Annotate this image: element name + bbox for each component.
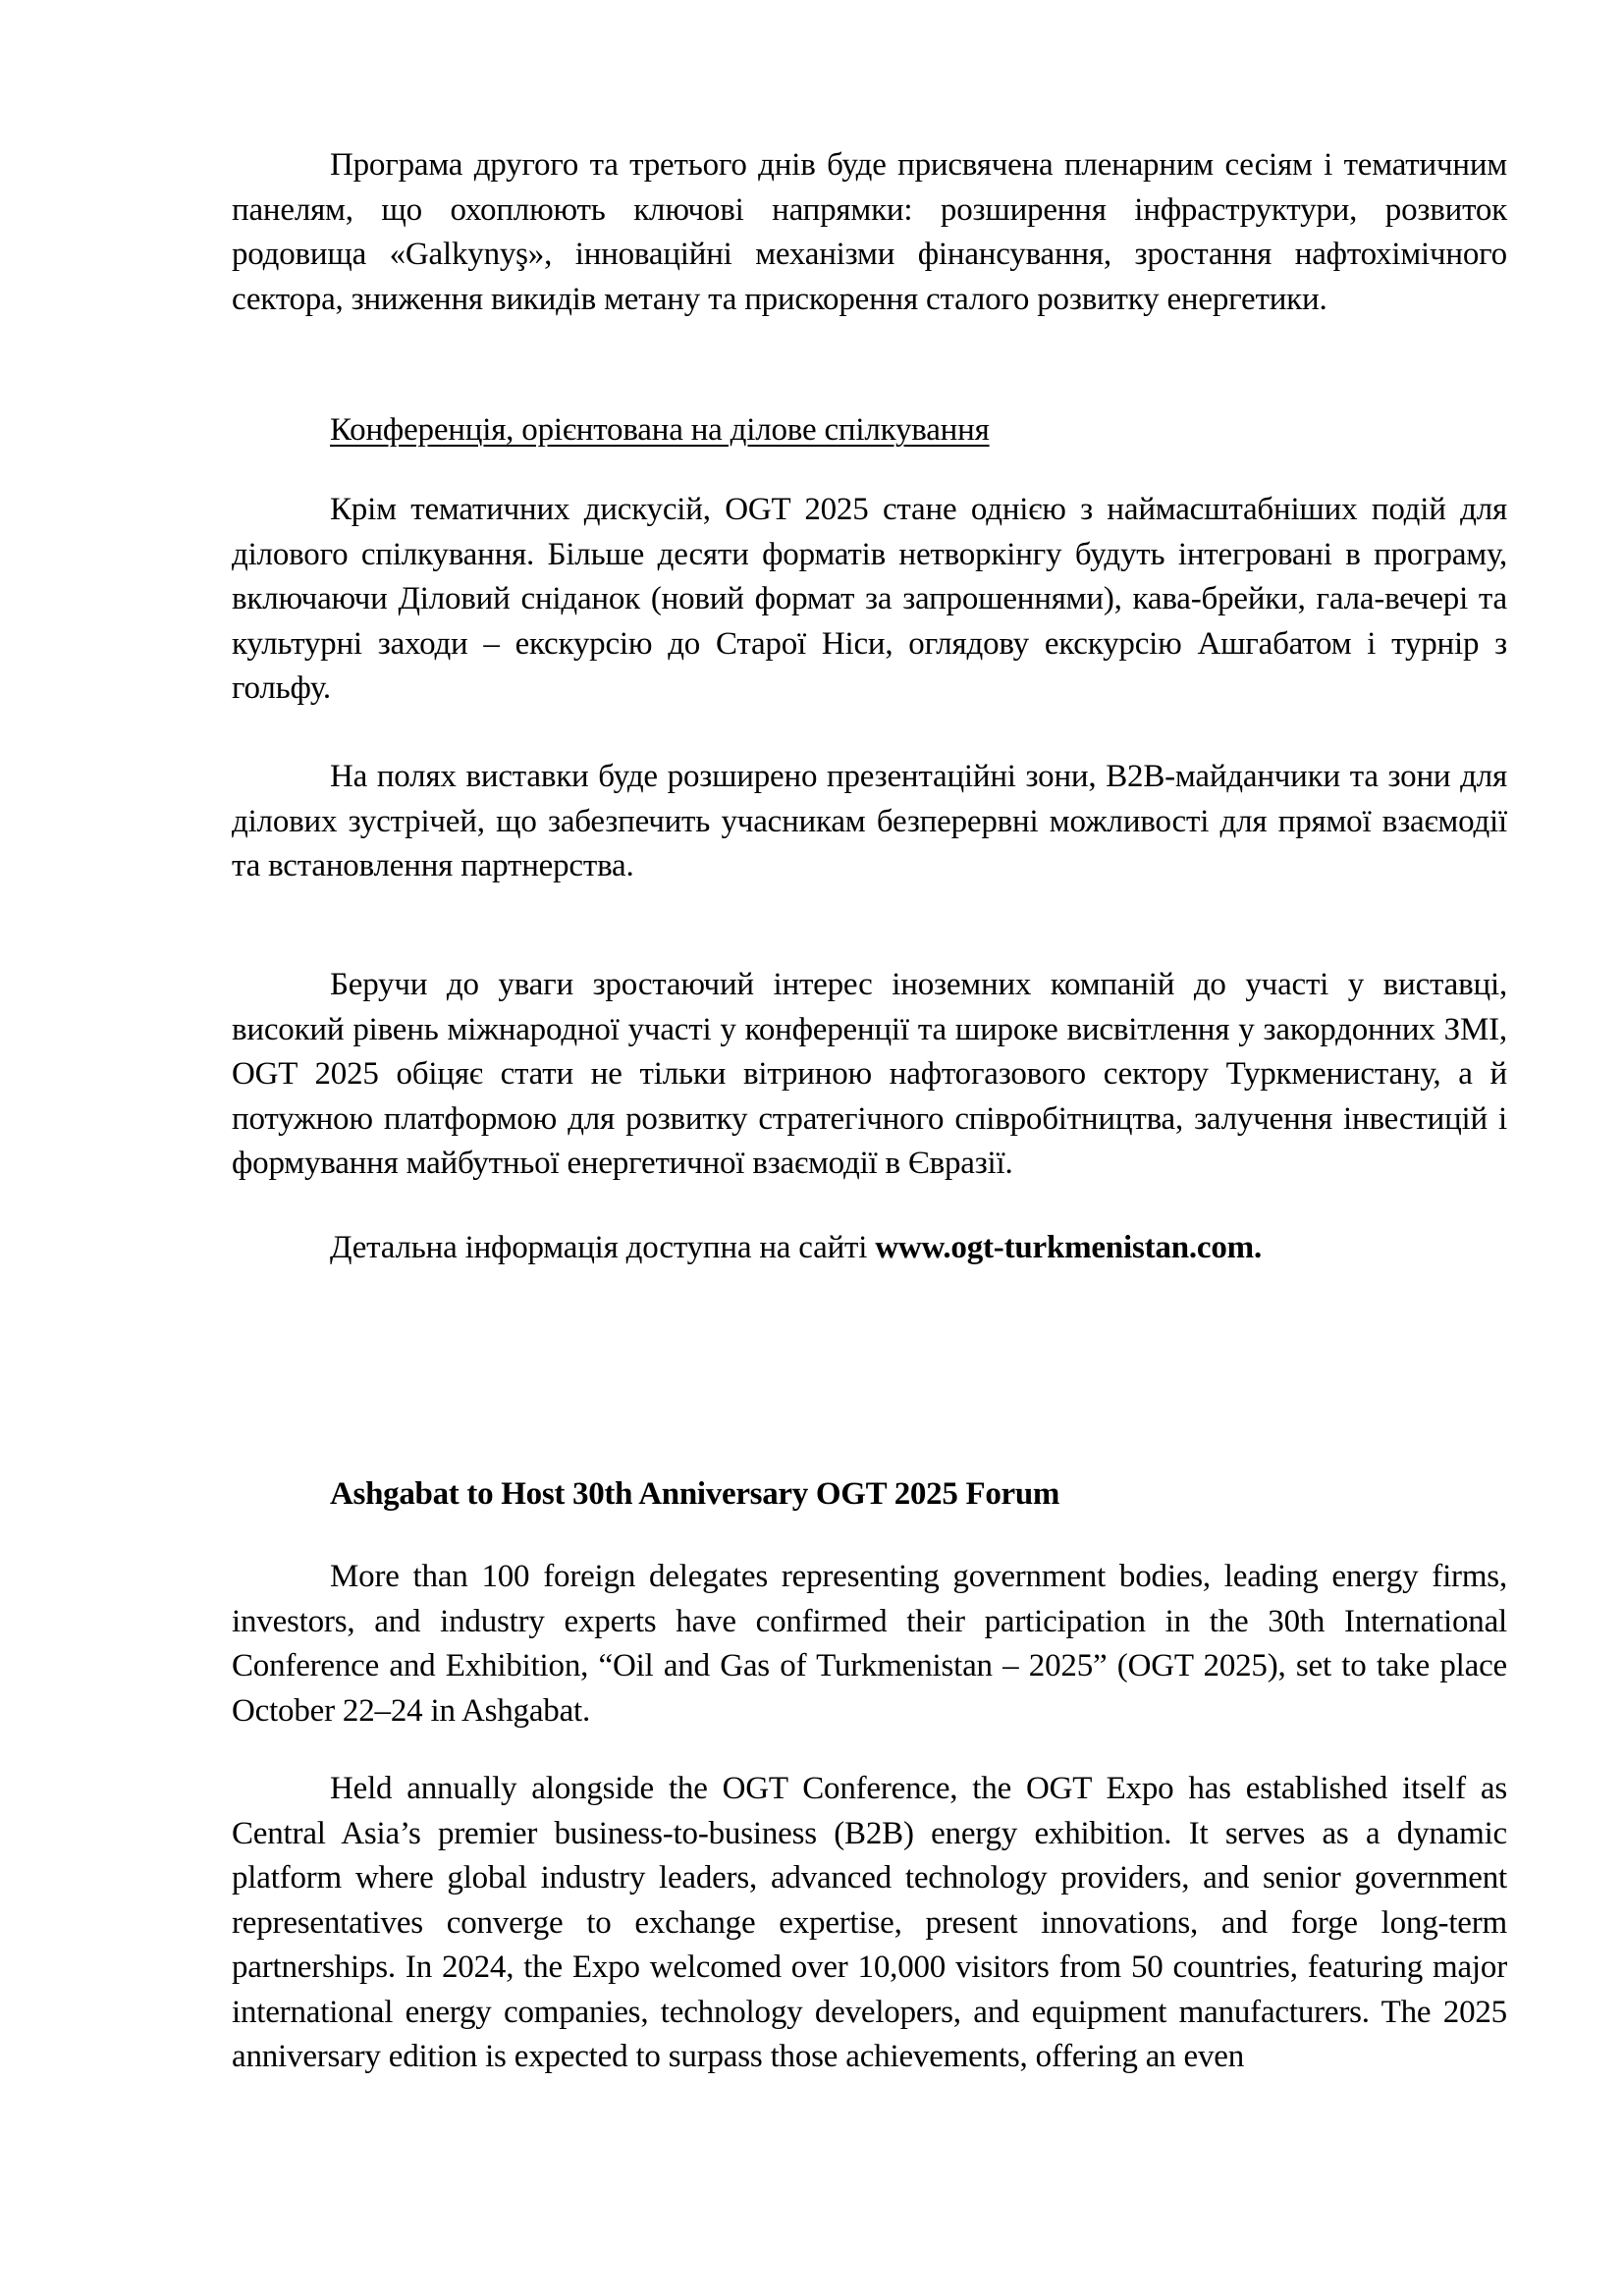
paragraph-program-days: Програма другого та третього днів буде присвячена пленарним сесіям і тематичним панелям, що охоплюють ключові напрямки: розширення інфраструктури, розвиток родовища «Galkynyş», інноваційні механізми фінансування, зростання нафтохімічного сектора, зниження викидів метану та прискорення сталого розвитку енергетики.	[232, 147, 1507, 317]
subheading-business-networking: Конференція, орієнтована на ділове спілкування	[330, 412, 990, 448]
paragraph-exhibition-zones: На полях виставки буде розширено презентаційні зони, B2B-майданчики та зони для ділових зустрічей, що забезпечить учасникам безперервні можливості для прямої взаємодії та встановлення партнерства.	[232, 759, 1507, 883]
english-heading: Ashgabat to Host 30th Anniversary OGT 2025 Forum	[330, 1476, 1060, 1512]
website-link[interactable]: www.ogt-turkmenistan.com.	[875, 1230, 1263, 1265]
paragraph-foreign-interest: Беручи до уваги зростаючий інтерес іноземних компаній до участі у виставці, високий рівень міжнародної участі у конференції та широке висвітлення у закордонних ЗМІ, OGT 2025 обіцяє стати не тільки вітриною нафтогазового сектору Туркменистану, а й потужною платформою для розвитку стратегічного співробітництва, залучення інвестицій і формування майбутньої енергетичної взаємодії в Євразії.	[232, 967, 1507, 1181]
paragraph-networking: Крім тематичних дискусій, OGT 2025 стане однією з наймасштабніших подій для ділового спілкування. Більше десяти форматів нетворкінгу будуть інтегровані в програму, включаючи Діловий сніданок (новий формат за запрошеннями), кава-брейки, гала-вечері та культурні заходи – екскурсію до Старої Ніси, оглядову екскурсію Ашгабатом і турнір з гольфу.	[232, 492, 1507, 706]
website-info-line	[330, 1226, 1262, 1271]
paragraph-expo: Held annually alongside the OGT Conference, the OGT Expo has established itself as Central Asia’s premier business-to-business (B2B) energy exhibition. It serves as a dynamic platform where global industry leaders, advanced technology providers, and senior government representatives converge to exchange expertise, present innovations, and forge long-term partnerships. In 2024, the Expo welcomed over 10,000 visitors from 50 countries, featuring major international energy companies, technology developers, and equipment manufacturers. The 2025 anniversary edition is expected to surpass those achievements, offering an even	[232, 1771, 1507, 2074]
paragraph-delegates: More than 100 foreign delegates representing government bodies, leading energy firms, investors, and industry experts have confirmed their participation in the 30th International Conference and Exhibition, “Oil and Gas of Turkmenistan – 2025” (OGT 2025), set to take place October 22–24 in Ashgabat.	[232, 1559, 1507, 1729]
website-prefix: Детальна інформація доступна на сайті	[330, 1230, 876, 1265]
